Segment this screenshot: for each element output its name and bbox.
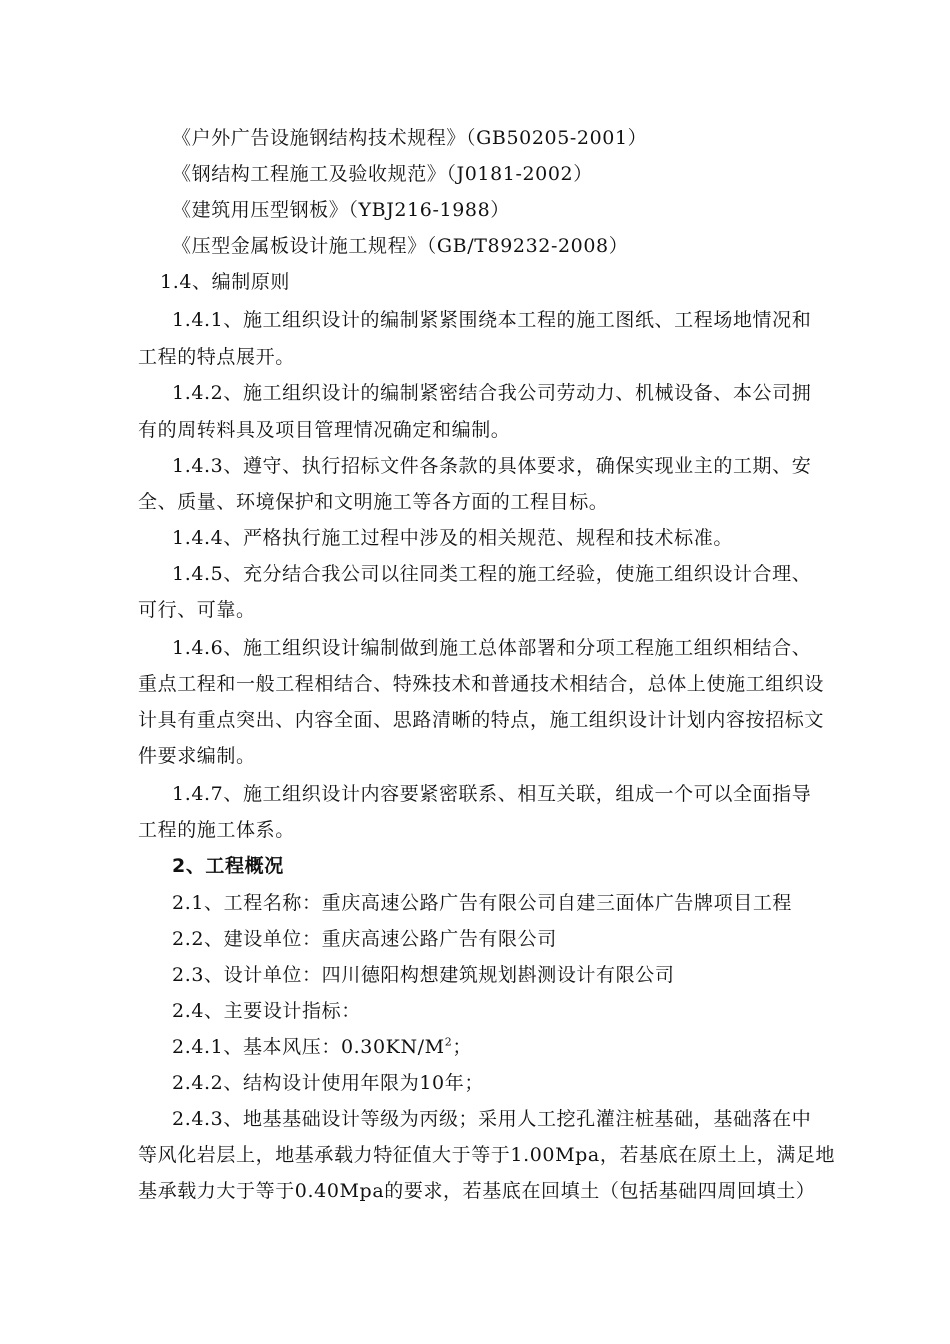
section-heading: 1.4、编制原则 — [160, 271, 291, 293]
paragraph-line: 2.4、主要设计指标： — [172, 1000, 361, 1022]
paragraph-line: 件要求编制。 — [138, 745, 256, 767]
paragraph-line: 2.4.2、结构设计使用年限为10年； — [172, 1072, 484, 1094]
paragraph-line: 1.4.4、严格执行施工过程中涉及的相关规范、规程和技术标准。 — [172, 527, 733, 549]
paragraph-line: 2.4.3、地基基础设计等级为丙级；采用人工挖孔灌注桩基础，基础落在中 — [172, 1108, 812, 1130]
paragraph-line: 重点工程和一般工程相结合、特殊技术和普通技术相结合，总体上使施工组织设 — [138, 673, 825, 695]
punctuation: ； — [452, 1036, 472, 1058]
paragraph-line: 1.4.5、充分结合我公司以往同类工程的施工经验，使施工组织设计合理、 — [172, 563, 812, 585]
reference-line: 《钢结构工程施工及验收规范》（J0181-2002） — [172, 163, 593, 185]
paragraph-line: 全、质量、环境保护和文明施工等各方面的工程目标。 — [138, 491, 609, 513]
paragraph-line: 工程的特点展开。 — [138, 346, 295, 368]
paragraph-line — [172, 1035, 868, 1059]
paragraph-line: 计具有重点突出、内容全面、思路清晰的特点，施工组织设计计划内容按招标文 — [138, 709, 825, 731]
paragraph-line: 1.4.6、施工组织设计编制做到施工总体部署和分项工程施工组织相结合、 — [172, 637, 812, 659]
superscript: 2 — [444, 1035, 453, 1049]
reference-line: 《户外广告设施钢结构技术规程》（GB50205-2001） — [172, 127, 648, 149]
paragraph-line: 2.2、建设单位：重庆高速公路广告有限公司 — [172, 928, 557, 950]
paragraph-line: 1.4.3、遵守、执行招标文件各条款的具体要求，确保实现业主的工期、安 — [172, 455, 812, 477]
paragraph-line: 2.1、工程名称：重庆高速公路广告有限公司自建三面体广告牌项目工程 — [172, 892, 793, 914]
paragraph-line: 2.3、设计单位：四川德阳构想建筑规划斟测设计有限公司 — [172, 964, 675, 986]
paragraph-line: 工程的施工体系。 — [138, 819, 295, 841]
paragraph-line: 有的周转料具及项目管理情况确定和编制。 — [138, 419, 511, 441]
reference-line: 《建筑用压型钢板》（YBJ216-1988） — [172, 199, 510, 221]
section-heading: 2、工程概况 — [172, 855, 284, 877]
paragraph-line: 1.4.1、施工组织设计的编制紧紧围绕本工程的施工图纸、工程场地情况和 — [172, 309, 812, 331]
paragraph-line: 1.4.2、施工组织设计的编制紧密结合我公司劳动力、机械设备、本公司拥 — [172, 382, 812, 404]
paragraph-line: 1.4.7、施工组织设计内容要紧密联系、相互关联，组成一个可以全面指导 — [172, 783, 812, 805]
paragraph-line: 基承载力大于等于0.40Mpa的要求，若基底在回填土（包括基础四周回填土） — [138, 1180, 816, 1202]
paragraph-line: 可行、可靠。 — [138, 599, 256, 621]
wind-pressure-text: 2.4.1、基本风压：0.30KN/M — [172, 1036, 445, 1058]
reference-line: 《压型金属板设计施工规程》（GB/T89232-2008） — [172, 235, 629, 257]
paragraph-line: 等风化岩层上，地基承载力特征值大于等于1.00Mpa，若基底在原土上，满足地 — [138, 1144, 836, 1166]
